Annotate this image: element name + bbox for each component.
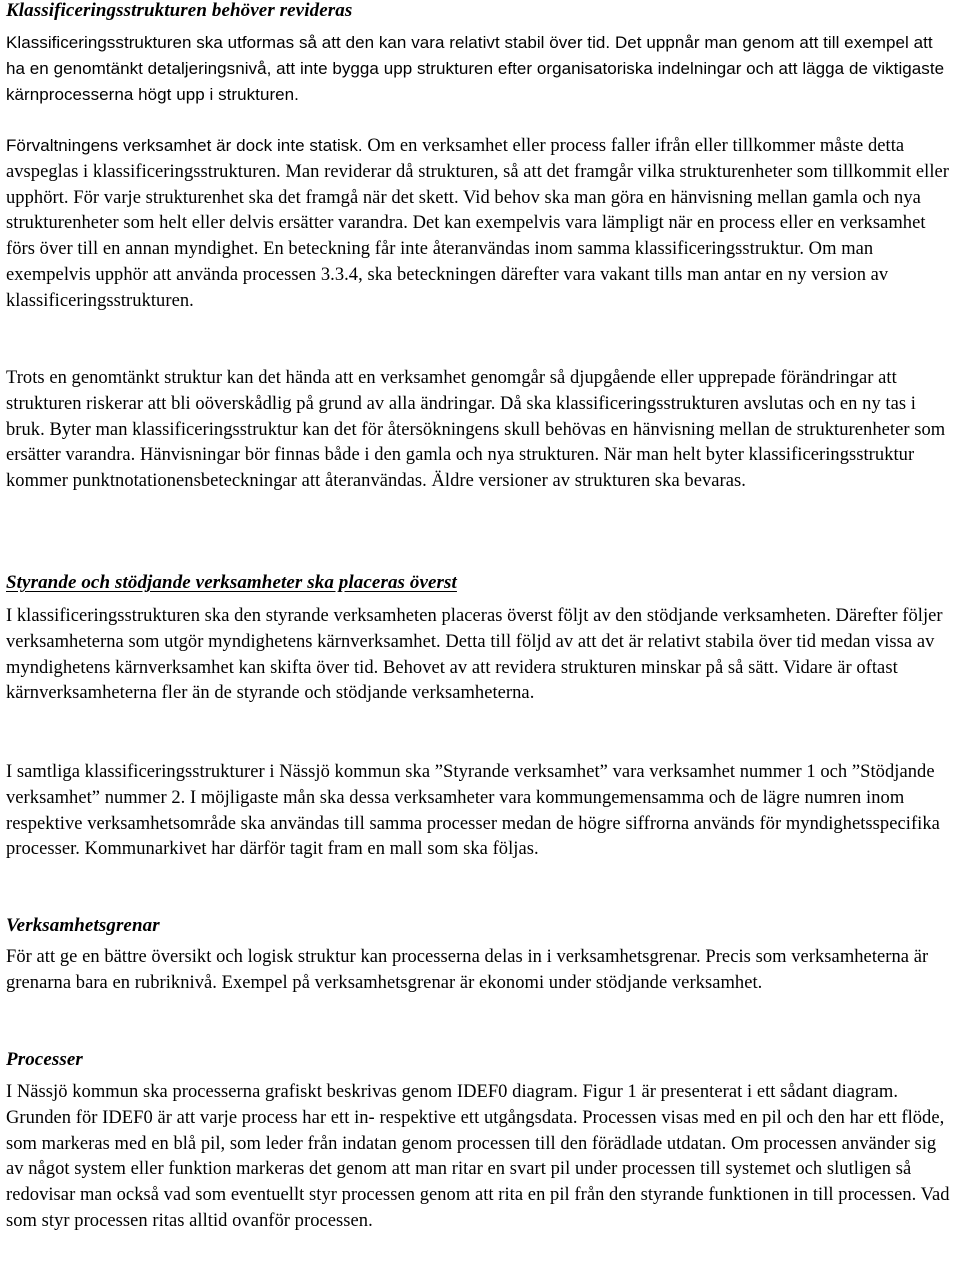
section-heading-processes: Processer bbox=[6, 1049, 83, 1070]
paragraph-body-text: Om en verksamhet eller process faller ifrån eller tillkommer måste detta avspeglas i klassificeringsstrukturen. Man reviderar då strukturen, så att det framgår vilka strukturenheter som tillkommit eller upphört. För varje strukturenhet ska det framgå när det skett. Vid behov ska man göra en hänvisning mellan gamla och nya strukturenheter som helt eller delvis ersätter varandra. Det kan exempelvis vara lämpligt när en process eller en verksamhet förs över till en annan myndighet. En beteckning får inte återanvändas inom samma klassificeringsstruktur. Om man exempelvis upphör att använda processen 3.3.4, ska beteckningen därefter vara vakant tills man antar en ny version av klassificeringsstrukturen. bbox=[6, 136, 949, 311]
section-heading-revision: Klassificeringsstrukturen behöver revideras bbox=[6, 0, 353, 21]
paragraph-nassjo-numbering: I samtliga klassificeringsstrukturer i Nässjö kommun ska ”Styrande verksamhet” vara verksamhet nummer 1 och ”Stödjande verksamhet” nummer 2. I möjligaste mån ska dessa verksamheter vara kommungemensamma och de lägre numren inom respektive verksamhetsområde ska användas till samma processer medan de högre siffrorna används för myndighetsspecifika processer. Kommunarkivet har därför tagit fram en mall som ska följas. bbox=[6, 762, 940, 860]
paragraph-placement-order: I klassificeringsstrukturen ska den styrande verksamheten placeras överst följt av den stödjande verksamheten. Därefter följer verksamheterna som utgör myndighetens kärnverksamhet. Detta till följd av att det är relativt stabila över tid medan vissa av myndighetens kärnverksamhet kan skifta över tid. Behovet av att revidera strukturen minskar på så sätt. Vidare är oftast kärnverksamheterna fler än de styrande och stödjande verksamheterna. bbox=[6, 606, 943, 704]
paragraph-revision-process bbox=[6, 133, 956, 315]
section-heading-branches: Verksamhetsgrenar bbox=[6, 915, 160, 936]
paragraph-branches: För att ge en bättre översikt och logisk struktur kan processerna delas in i verksamhetsgrenar. Precis som verksamheterna är grenarna bara en rubriknivå. Exempel på verksamhetsgrenar är ekonomi under stödjande verksamhet. bbox=[6, 947, 929, 993]
paragraph-new-structure: Trots en genomtänkt struktur kan det hända att en verksamhet genomgår så djupgående eller upprepade förändringar att strukturen riskerar att bli oöverskådlig på grund av alla ändringar. Då ska klassificeringsstrukturen avslutas och en ny tas i bruk. Byter man klassificeringsstruktur kan det för återsökningens skull behövas en hänvisning mellan de strukturenheter som ersätter varandra. Hänvisningar bör finnas både i den gamla och nya strukturen. När man helt byter klassificeringsstruktur kommer punktnotationensbeteckningar att återanvändas. Äldre versioner av strukturen ska bevaras. bbox=[6, 368, 946, 492]
paragraph-idef0: I Nässjö kommun ska processerna grafiskt beskrivas genom IDEF0 diagram. Figur 1 är presenterat i ett sådant diagram. Grunden för IDEF0 är att varje process har ett in- respektive ett utgångsdata. Processen visas med en pil och den har ett flöde, som markeras med en blå pil, som leder från indatan genom processen till den förädlade utdatan. Om processen använder sig av något system eller funktion markeras det genom att man ritar en svart pil under processen till systemet och slutligen så redovisar man också vad som eventuellt styr processen genom att rita en pil från den styrande funktionen in till processen. Vad som styr processen ritas alltid ovanför processen. bbox=[6, 1082, 950, 1231]
paragraph-lead-text: Förvaltningens verksamhet är dock inte statisk. bbox=[6, 136, 363, 155]
section-heading-governing-supporting: Styrande och stödjande verksamheter ska placeras överst bbox=[6, 572, 457, 593]
paragraph-structure-stability: Klassificeringsstrukturen ska utformas så att den kan vara relativt stabil över tid. Det uppnår man genom att till exempel att ha en genomtänkt detaljeringsnivå, att inte bygga upp strukturen efter organisatoriska indelningar och att lägga de viktigaste kärnprocesserna högt upp i strukturen. bbox=[6, 33, 945, 104]
